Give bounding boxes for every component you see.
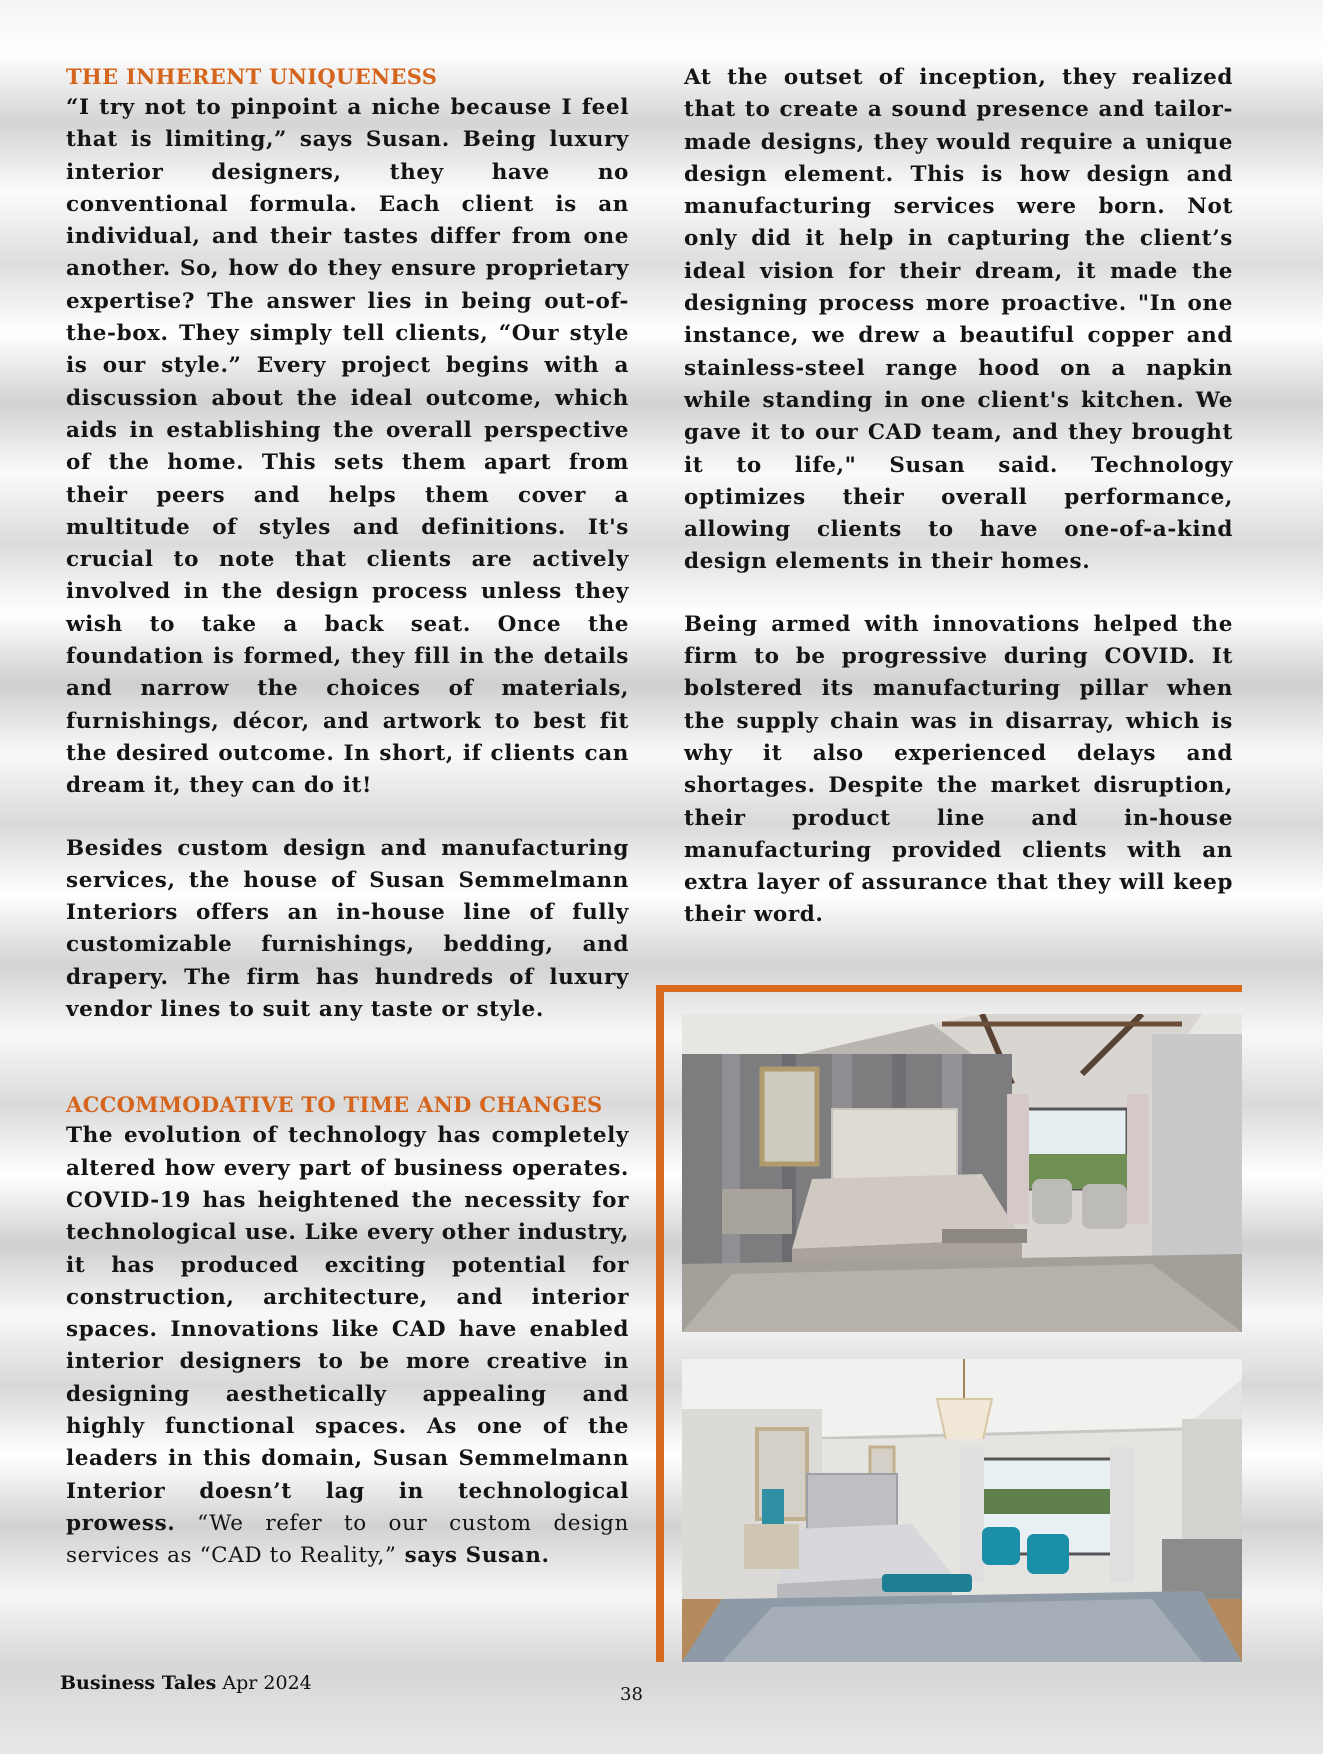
bedroom-photo-grey	[682, 1014, 1242, 1332]
section-heading-uniqueness: THE INHERENT UNIQUENESS	[66, 64, 438, 89]
technology-text: The evolution of technology has completely altered how every part of business operates. COVID-19 has heightened the necessity for technological use. Like every other industry, it has produced exciting potential for construction, architecture, and interior spaces. Innovations like CAD have enabled interior designers to be more creative in designing aesthetically appealing and highly functional spaces. As one of the leaders in this domain, Susan Semmelmann Interior doesn’t lag in technological prowess.	[66, 1123, 629, 1536]
page-number: 38	[620, 1684, 643, 1705]
paragraph-covid: Being armed with innovations helped the firm to be progressive during COVID. It bolstered its manufacturing pillar when the supply chain was in disarray, which is why it also experienced delays and shortages. Despite the market disruption, their product line and in-house manufacturing provided clients with an extra layer of assurance that they will keep their word.	[684, 611, 1233, 928]
quote-attribution: says Susan.	[396, 1543, 550, 1569]
bedroom-photo-blue	[682, 1359, 1242, 1662]
right-column	[684, 62, 1233, 932]
section-heading-accommodative: ACCOMMODATIVE TO TIME AND CHANGES	[66, 1092, 603, 1118]
issue-date: Apr 2024	[222, 1672, 312, 1694]
accent-frame-top	[656, 985, 1242, 992]
magazine-name: Business Tales	[60, 1672, 217, 1694]
magazine-footer	[60, 1672, 312, 1694]
paragraph-custom-design: Besides custom design and manufacturing services, the house of Susan Semmelmann Interiors offers an in-house line of fully customizable furnishings, bedding, and drapery. The firm has hundreds of luxury vendor lines to suit any taste or style.	[66, 835, 629, 1023]
paragraph-uniqueness: “I try not to pinpoint a niche because I feel that is limiting,” says Susan. Being luxury interior designers, they have no conventional formula. Each client is an individual, and their tastes differ from one another. So, how do they ensure proprietary expertise? The answer lies in being out-of-the-box. They simply tell clients, “Our style is our style.” Every project begins with a discussion about the ideal outcome, which aids in establishing the overall perspective of the home. This sets them apart from their peers and helps them cover a multitude of styles and definitions. It's crucial to note that clients are actively involved in the design process unless they wish to take a back seat. Once the foundation is formed, they fill in the details and narrow the choices of materials, furnishings, décor, and artwork to best fit the desired outcome. In short, if clients can dream it, they can do it!	[66, 95, 629, 799]
paragraph-inception: At the outset of inception, they realized that to create a sound presence and tailor-made designs, they would require a unique design element. This is how design and manufacturing services were born. Not only did it help in capturing the client’s ideal vision for their dream, it made the designing process more proactive. "In one instance, we drew a beautiful copper and stainless-steel range hood on a napkin while standing in one client's kitchen. We gave it to our CAD team, and they brought it to life," Susan said. Technology optimizes their overall performance, allowing clients to have one-of-a-kind design elements in their homes.	[684, 65, 1233, 575]
cad-to-reality-quote: “We refer to our custom design services as “CAD to Reality,”	[66, 1510, 629, 1569]
left-column	[66, 62, 629, 1572]
paragraph-technology	[66, 1120, 629, 1572]
accent-frame-left	[656, 985, 664, 1662]
